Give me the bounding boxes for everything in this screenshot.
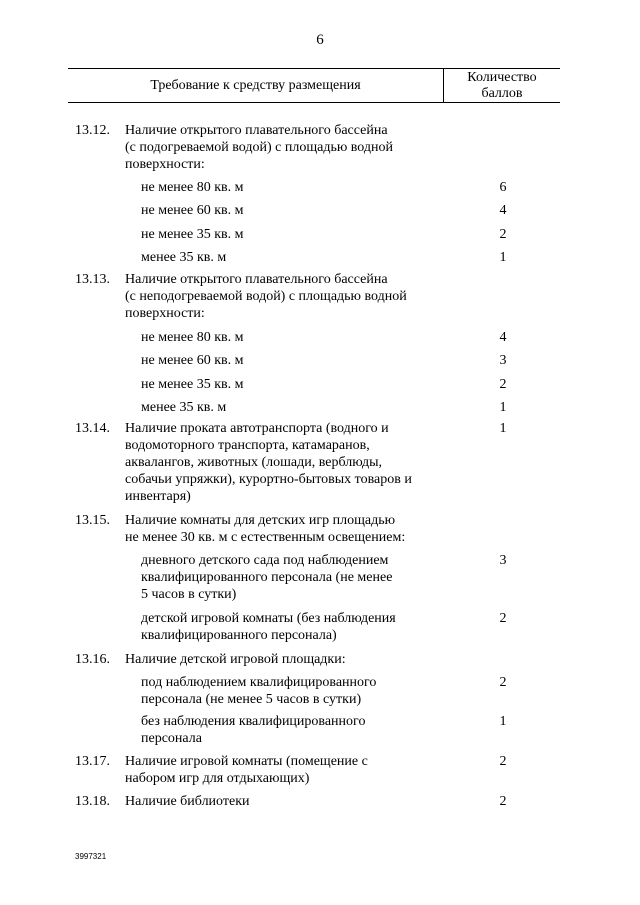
row-subitem-text: не менее 35 кв. м: [141, 227, 244, 242]
row-subitem-text: менее 35 кв. м: [141, 400, 227, 415]
row-score: 2: [499, 377, 507, 392]
row-text: Наличие проката автотранспорта (водного и водомоторного транспорта, катамаранов, аквалангов, животных (лошади, верблюды, собачьи упряжки), курортно-бытовых товаров и инвентаря): [125, 421, 412, 504]
row-number: 13.17.: [75, 754, 110, 769]
row-score: 1: [499, 421, 507, 436]
header-score: Количество баллов: [467, 70, 537, 101]
row-number: 13.18.: [75, 794, 110, 809]
row-score: 1: [499, 250, 507, 265]
document-code: 3997321: [75, 852, 107, 861]
row-subitem-text: не менее 60 кв. м: [141, 203, 244, 218]
row-score: 4: [499, 330, 507, 345]
row-score: 2: [499, 794, 507, 809]
row-number: 13.15.: [75, 513, 110, 528]
row-number: 13.13.: [75, 272, 110, 287]
row-number: 13.16.: [75, 652, 110, 667]
row-score: 2: [499, 675, 507, 690]
row-subitem-text: менее 35 кв. м: [141, 250, 227, 265]
header-top-rule: [68, 68, 560, 69]
row-text: Наличие открытого плавательного бассейна (с подогреваемой водой) с площадью водной поверхности:: [125, 123, 394, 172]
row-score: 1: [499, 714, 507, 729]
row-score: 4: [499, 203, 507, 218]
row-subitem-text: без наблюдения квалифицированного персонала: [141, 714, 366, 746]
row-subitem-text: не менее 80 кв. м: [141, 330, 244, 345]
row-text: Наличие открытого плавательного бассейна (с неподогреваемой водой) с площадью водной поверхности:: [125, 272, 407, 321]
row-number: 13.12.: [75, 123, 110, 138]
row-text: Наличие комнаты для детских игр площадью не менее 30 кв. м с естественным освещением:: [125, 513, 406, 545]
row-text: Наличие библиотеки: [125, 794, 250, 809]
row-text: Наличие игровой комнаты (помещение с набором игр для отдыхающих): [125, 754, 368, 786]
row-subitem-text: под наблюдением квалифицированного персонала (не менее 5 часов в сутки): [141, 675, 377, 707]
row-score: 2: [499, 227, 507, 242]
row-subitem-text: детской игровой комнаты (без наблюдения квалифицированного персонала): [141, 611, 396, 643]
row-score: 2: [499, 754, 507, 769]
header-bottom-rule: [68, 102, 560, 103]
header-requirement: Требование к средству размещения: [150, 78, 361, 93]
row-score: 3: [499, 553, 507, 568]
row-text: Наличие детской игровой площадки:: [125, 652, 346, 667]
row-subitem-text: дневного детского сада под наблюдением квалифицированного персонала (не менее 5 часов в сутки): [141, 553, 393, 602]
row-subitem-text: не менее 60 кв. м: [141, 353, 244, 368]
row-subitem-text: не менее 35 кв. м: [141, 377, 244, 392]
row-number: 13.14.: [75, 421, 110, 436]
row-score: 1: [499, 400, 507, 415]
row-subitem-text: не менее 80 кв. м: [141, 180, 244, 195]
row-score: 6: [499, 180, 507, 195]
row-score: 3: [499, 353, 507, 368]
page-number: 6: [316, 32, 324, 48]
row-score: 2: [499, 611, 507, 626]
